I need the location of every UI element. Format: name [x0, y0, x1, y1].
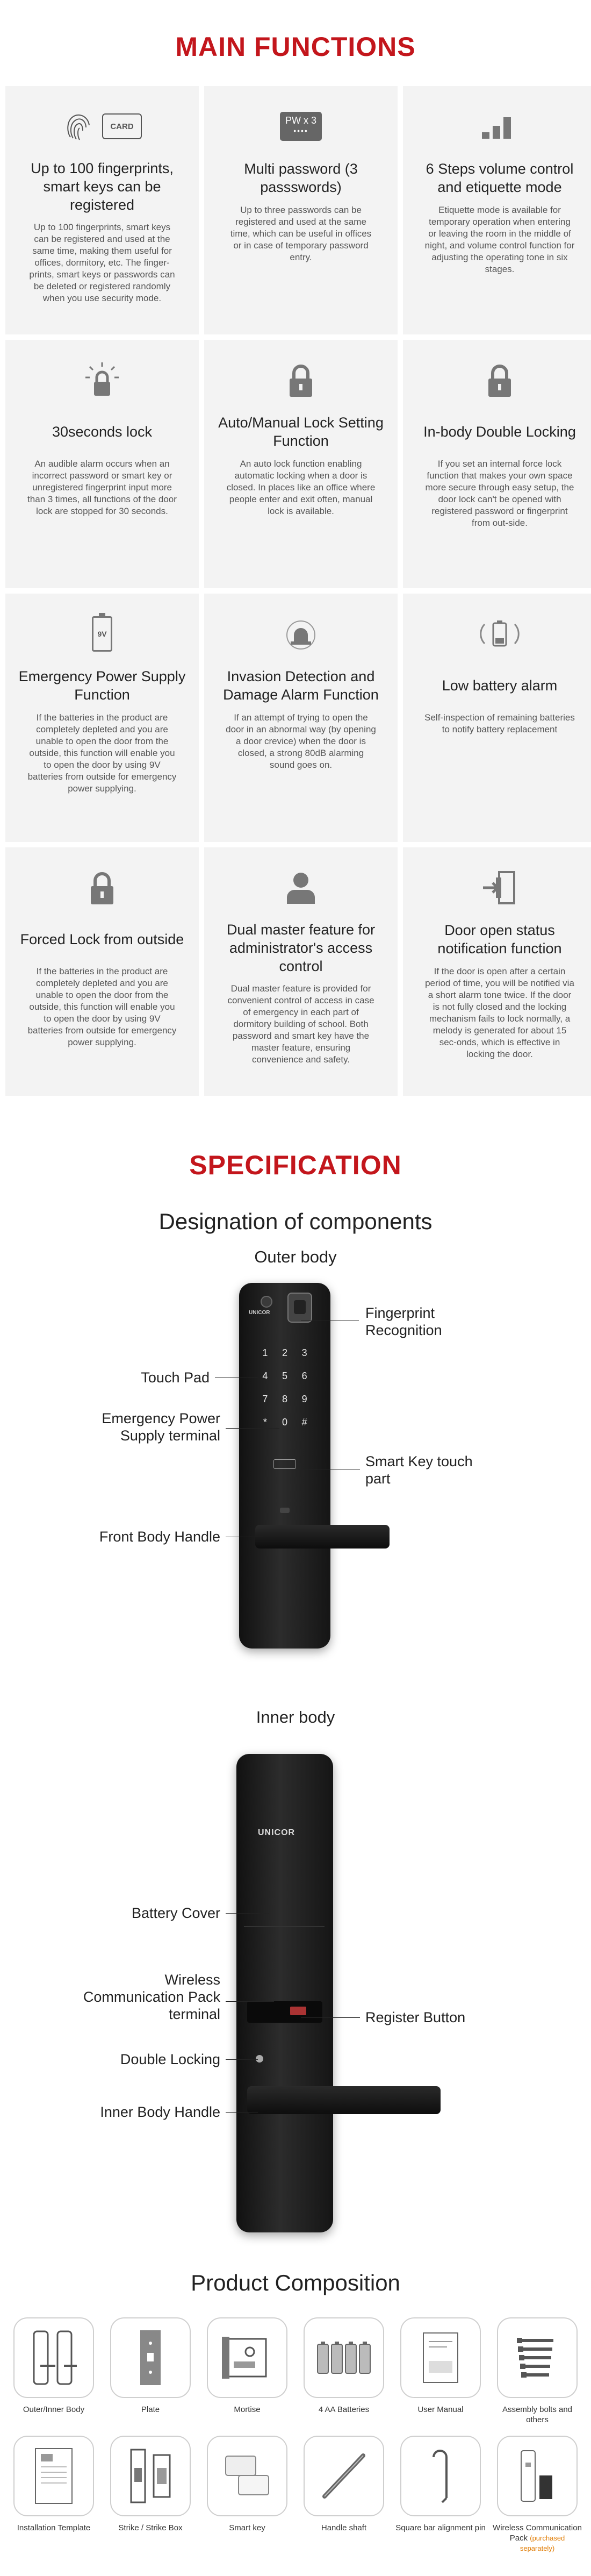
- keypad-key[interactable]: 1: [262, 1347, 268, 1358]
- feature-description: Self-inspection of remaining batteries to notify battery replacement: [424, 712, 575, 734]
- battery-icon: [15, 594, 189, 658]
- inner-body-heading: Inner body: [256, 1708, 335, 1726]
- keypad-key[interactable]: 3: [301, 1347, 307, 1358]
- wireless-pack-icon: [497, 2436, 578, 2516]
- outer-body-image: [239, 1283, 330, 1649]
- door-open-icon: [413, 847, 587, 912]
- feature-title: 6 Steps volume control and etiquette mode: [426, 161, 574, 195]
- feature-title: Emergency Power Supply Function: [18, 668, 186, 703]
- outer-body-heading: Outer body: [254, 1247, 337, 1266]
- composition-label: Assembly bolts and others: [502, 2405, 573, 2424]
- keypad-key[interactable]: 0: [282, 1417, 287, 1428]
- keypad-key[interactable]: *: [263, 1417, 267, 1428]
- feature-card: [5, 847, 199, 1096]
- feature-card: [403, 86, 591, 334]
- alarm-lock-icon: [15, 340, 189, 404]
- feature-description: Up to three passwords can be registered and used at the same time, which can be useful in offices or in case of temporary password entry.: [230, 205, 372, 262]
- low-battery-icon: [413, 594, 587, 658]
- composition-label: [492, 2523, 583, 2553]
- composition-item: [105, 2436, 196, 2553]
- composition-item: [298, 2436, 390, 2553]
- strike-box-icon: [110, 2436, 191, 2516]
- main-functions-title: MAIN FUNCTIONS: [175, 32, 416, 62]
- outer-body-diagram: [0, 1267, 591, 1708]
- composition-item: [395, 2317, 486, 2425]
- feature-description: If the batteries in the product are completely depleted and you are unable to open the door from the outside, this function will enable you to open the door by using 9V batteries from outside for emergency power supplying.: [27, 712, 177, 794]
- emergency-terminal-callout: Emergency Power Supply terminal: [102, 1410, 220, 1444]
- brand-emblem-icon: [261, 1296, 272, 1308]
- plate-icon: [110, 2317, 191, 2398]
- feature-card: [403, 847, 591, 1096]
- composition-item: [492, 2317, 583, 2425]
- specification-title: SPECIFICATION: [189, 1150, 402, 1180]
- inner-handle-image: [247, 2086, 441, 2114]
- composition-item: [201, 2436, 293, 2553]
- outer-inner-body-icon: [13, 2317, 94, 2398]
- feature-description: If the door is open after a certain period of time, you will be notified via a short alarm tone twice. If the door is not fully closed and the locking mechanism fails to lock normally, a melody is generated for about 15 sec-onds, which is effective in locking the door.: [425, 966, 574, 1059]
- main-functions-section: [0, 0, 591, 1096]
- smart-key-pad[interactable]: [273, 1459, 296, 1469]
- user-manual-icon: [400, 2317, 481, 2398]
- composition-item: [105, 2317, 196, 2425]
- mortise-icon: [207, 2317, 287, 2398]
- composition-label-text: Wireless Communication Pack: [493, 2523, 582, 2543]
- card-badge: CARD: [102, 113, 142, 139]
- composition-item: [395, 2436, 486, 2553]
- handle-shaft-icon: [304, 2436, 384, 2516]
- lock-icon: [15, 847, 189, 912]
- keypad-key[interactable]: 6: [301, 1371, 307, 1381]
- composition-grid: [0, 2317, 591, 2553]
- register-button-callout: Register Button: [365, 2009, 466, 2025]
- password-icon: PW x 3 ••••: [214, 86, 388, 151]
- keypad-key[interactable]: 2: [282, 1347, 287, 1358]
- product-composition-section: [0, 2270, 591, 2570]
- feature-description: If an attempt of trying to open the door in an abnormal way (by opening a door crevice) when the door is closed, a strong 80dB alarming sound goes on.: [226, 712, 376, 770]
- inner-body-image: [236, 1754, 333, 2232]
- outer-brand-label: UNICOR: [249, 1310, 270, 1316]
- composition-item: [8, 2317, 99, 2425]
- composition-label: User Manual: [417, 2405, 464, 2414]
- feature-card: [5, 86, 199, 334]
- inner-brand-label: UNICOR: [258, 1828, 296, 1837]
- lock-icon: [413, 340, 587, 404]
- designation-heading: Designation of components: [158, 1209, 433, 1234]
- keypad-key[interactable]: #: [301, 1417, 307, 1428]
- feature-card: [204, 340, 398, 588]
- user-icon: [214, 847, 388, 912]
- front-handle-image: [255, 1525, 390, 1549]
- composition-label: Smart key: [229, 2523, 265, 2532]
- feature-card: [403, 594, 591, 842]
- composition-label: Plate: [141, 2405, 160, 2414]
- keypad-key[interactable]: 5: [282, 1371, 287, 1381]
- feature-title: Invasion Detection and Damage Alarm Function: [223, 668, 379, 703]
- keypad-key[interactable]: 7: [262, 1394, 268, 1404]
- siren-icon: [214, 594, 388, 658]
- feature-description: Up to 100 fingerprints, smart keys can be registered and used at the same time, making them useful for offices, dormitory, etc. The finger-prints, smart keys or passwords can be deleted or registered randomly when you use security mode.: [29, 222, 175, 303]
- feature-card: [5, 340, 199, 588]
- touch-pad[interactable]: [255, 1347, 314, 1428]
- composition-item: [492, 2436, 583, 2553]
- battery-badge: 9V: [97, 630, 107, 638]
- bolts-icon: [497, 2317, 578, 2398]
- keypad-key[interactable]: 9: [301, 1394, 307, 1404]
- lock-icon: [214, 340, 388, 404]
- feature-title: Multi password (3 passswords): [244, 161, 358, 195]
- password-badge: PW x 3: [285, 115, 316, 126]
- volume-bars-icon: [413, 86, 587, 151]
- composition-item: [8, 2436, 99, 2553]
- feature-description: An auto lock function enabling automatic locking when a door is closed. In places like an office where people enter and exit often, manual lock is available.: [226, 459, 376, 516]
- feature-card: [204, 847, 398, 1096]
- feature-title: Low battery alarm: [442, 677, 558, 694]
- composition-label: Outer/Inner Body: [23, 2405, 85, 2414]
- keypad-key[interactable]: 8: [282, 1394, 287, 1404]
- wireless-terminal-callout: Wireless Communication Pack terminal: [83, 1972, 220, 2022]
- composition-label: Installation Template: [17, 2523, 91, 2532]
- feature-description: If you set an internal force lock function that makes your own space more secure through easy setup, the door lock can't be opened with registered password or fingerprint from out-side.: [425, 459, 574, 528]
- feature-card: [5, 594, 199, 842]
- specification-section: [0, 1096, 591, 2265]
- battery-cover-callout: Battery Cover: [131, 1905, 220, 1921]
- composition-label: Mortise: [234, 2405, 261, 2414]
- feature-description: If the batteries in the product are completely depleted and you are unable to open the door from the outside, this function will enable you to open the door by using 9V batteries from outside for emergency power supplying.: [27, 966, 177, 1047]
- feature-description: Etiquette mode is available for temporary operation when entering or leaving the room in the middle of night, and volume control function for adjusting the operating tone in six stages.: [424, 205, 575, 274]
- feature-grid: [0, 86, 591, 1096]
- composition-heading: Product Composition: [191, 2270, 400, 2295]
- feature-title: In-body Double Locking: [423, 424, 576, 440]
- fingerprint-card-icon: [15, 86, 189, 151]
- smart-key-icon: [207, 2436, 287, 2516]
- fingerprint-callout: Fingerprint Recognition: [365, 1305, 442, 1338]
- fingerprint-sensor: [287, 1293, 312, 1323]
- feature-description: An audible alarm occurs when an incorrect password or smart key or unregistered fingerprint input more than 3 times, all functions of the door lock are stopped for 30 seconds.: [27, 459, 177, 516]
- alignment-pin-icon: [400, 2436, 481, 2516]
- feature-title: Dual master feature for administrator's access control: [226, 922, 376, 974]
- template-icon: [13, 2436, 94, 2516]
- feature-description: Dual master feature is provided for convenient control of access in case of emergency in each part of dormitory building of school. Both password and smart key have the master feature, ensuring convenience and safety.: [227, 983, 374, 1065]
- feature-title: 30seconds lock: [52, 424, 153, 440]
- feature-title: Forced Lock from outside: [20, 931, 184, 947]
- feature-title: Door open status notification function: [437, 922, 562, 957]
- emergency-terminal: [280, 1508, 290, 1513]
- register-button[interactable]: [290, 2007, 306, 2015]
- inner-handle-callout: Inner Body Handle: [100, 2104, 220, 2120]
- aa-batteries-icon: [304, 2317, 384, 2398]
- smartkey-callout: Smart Key touch part: [365, 1453, 473, 1487]
- double-locking-callout: Double Locking: [120, 2051, 220, 2067]
- composition-label: Strike / Strike Box: [118, 2523, 183, 2532]
- inner-body-diagram: [0, 1727, 591, 2265]
- composition-label: 4 AA Batteries: [318, 2405, 370, 2414]
- composition-label: Square bar alignment pin: [395, 2523, 486, 2532]
- feature-card: [204, 594, 398, 842]
- keypad-key[interactable]: 4: [262, 1371, 268, 1381]
- feature-card: [204, 86, 398, 334]
- wireless-pack-terminal: [247, 2001, 322, 2023]
- composition-note: (purchased separately): [520, 2534, 565, 2552]
- double-locking-knob[interactable]: [256, 2055, 263, 2063]
- feature-card: [403, 340, 591, 588]
- composition-label: Handle shaft: [321, 2523, 367, 2532]
- feature-title: Auto/Manual Lock Setting Function: [218, 415, 384, 449]
- touchpad-callout: Touch Pad: [141, 1369, 210, 1386]
- feature-title: Up to 100 fingerprints, smart keys can be registered: [31, 160, 174, 213]
- composition-item: [201, 2317, 293, 2425]
- front-handle-callout: Front Body Handle: [99, 1529, 220, 1545]
- composition-item: [298, 2317, 390, 2425]
